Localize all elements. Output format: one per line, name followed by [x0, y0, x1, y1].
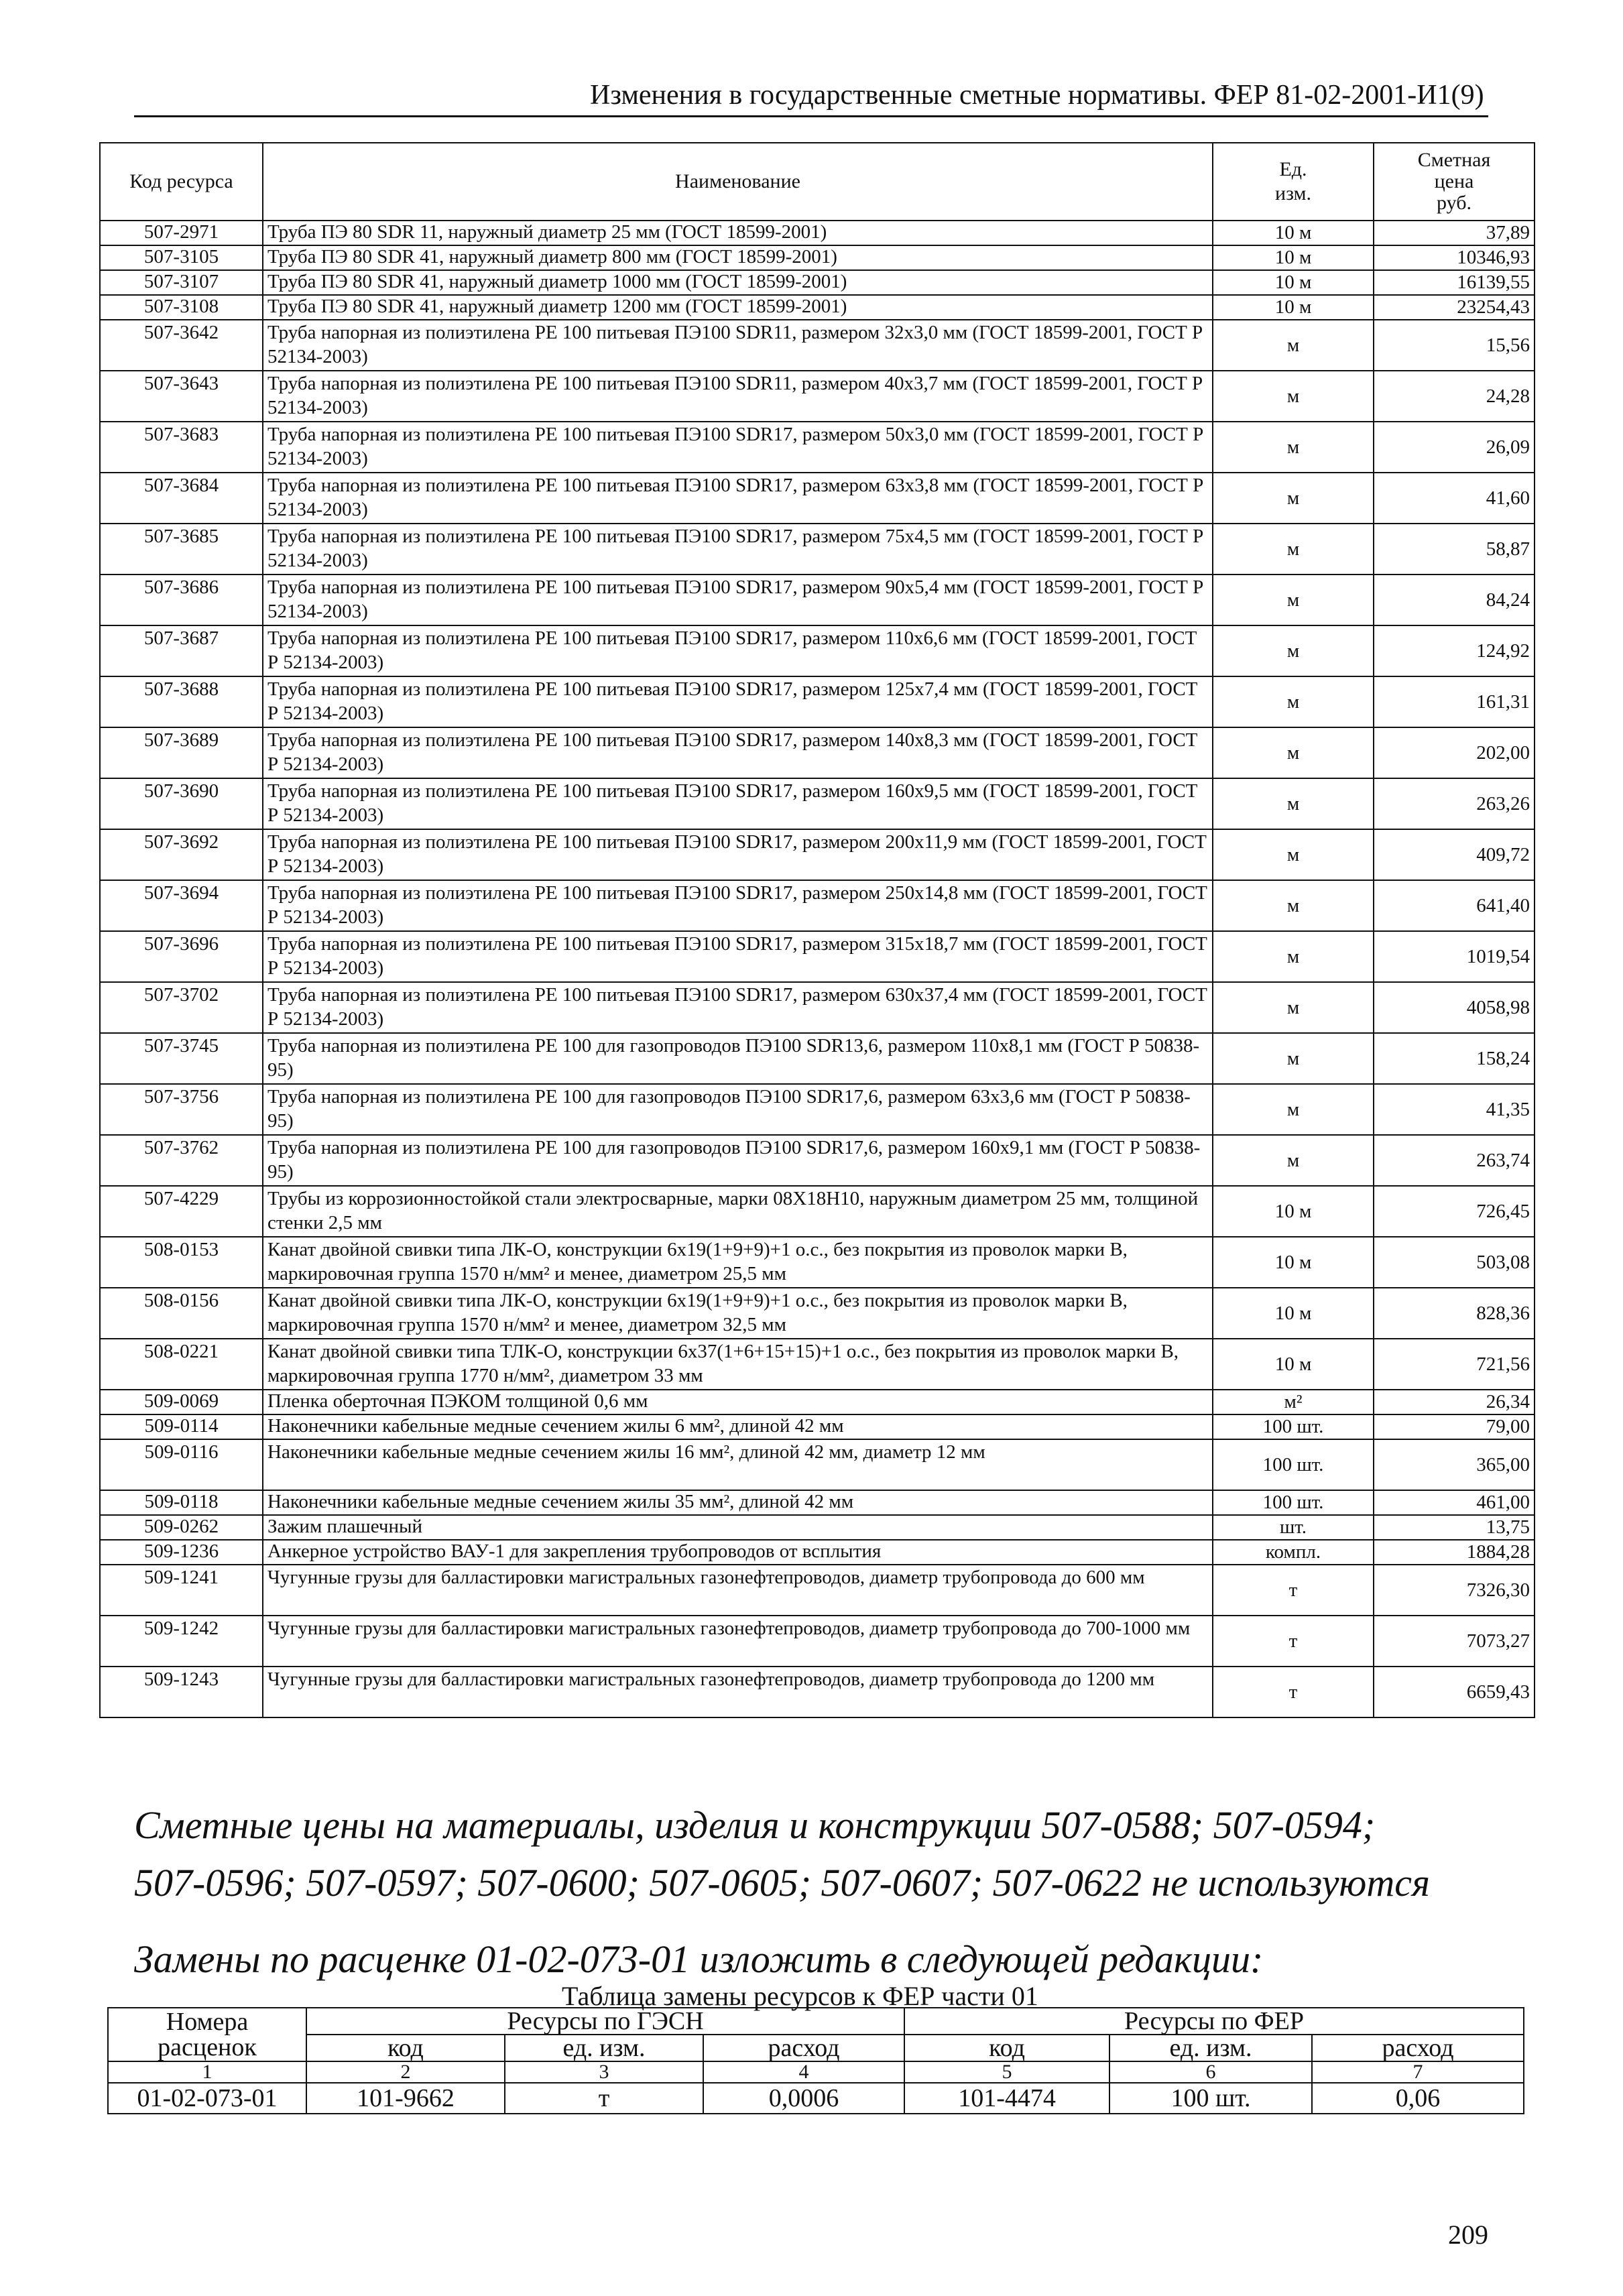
resource-row — [100, 524, 1535, 575]
header-rule — [134, 115, 1488, 117]
resource-unit-cell: 10 м — [1213, 245, 1374, 270]
header-unit — [1213, 143, 1374, 221]
resource-name-cell: Канат двойной свивки типа ЛК-О, конструкции 6х19(1+9+9)+1 о.с., без покрытия из проволок марки В, маркировочная группа 1570 н/мм² и менее, диаметром 32,5 мм — [263, 1288, 1213, 1339]
resource-code-cell: 509-0116 — [100, 1439, 263, 1490]
resource-price-cell: 641,40 — [1374, 880, 1535, 931]
resource-unit-cell: 10 м — [1213, 1339, 1374, 1390]
page-header-title: Изменения в государственные сметные нормативы. ФЕР 81-02-2001-И1(9) — [590, 80, 1484, 111]
fer-unit-cell: 100 шт. — [1109, 2083, 1312, 2114]
resource-unit-cell: 10 м — [1213, 270, 1374, 295]
column-number-row — [108, 2061, 1524, 2083]
header-gesn-consumption: расход — [703, 2035, 904, 2061]
resource-name-cell: Труба напорная из полиэтилена PE 100 питьевая ПЭ100 SDR11, размером 40х3,7 мм (ГОСТ 18599-2001, ГОСТ Р 52134-2003) — [263, 371, 1213, 422]
resource-code-cell: 507-3688 — [100, 676, 263, 727]
resource-code-cell: 507-3694 — [100, 880, 263, 931]
resource-row — [100, 1490, 1535, 1515]
resource-price-cell: 41,60 — [1374, 473, 1535, 524]
gesn-consumption-cell: 0,0006 — [703, 2083, 904, 2114]
resource-row — [100, 1616, 1535, 1667]
resource-row — [100, 1288, 1535, 1339]
header-gesn-resources: Ресурсы по ГЭСН — [306, 2008, 904, 2035]
resource-price-cell: 202,00 — [1374, 727, 1535, 778]
resource-code-cell: 507-3683 — [100, 422, 263, 473]
rate-number-cell: 01-02-073-01 — [108, 2083, 306, 2114]
resource-row — [100, 1186, 1535, 1237]
resource-row — [100, 1084, 1535, 1135]
resources-table — [99, 142, 1535, 1718]
header-rate-numbers-line1: Номера — [166, 2008, 249, 2036]
resource-unit-cell: 100 шт. — [1213, 1490, 1374, 1515]
resource-name-cell: Труба напорная из полиэтилена PE 100 питьевая ПЭ100 SDR17, размером 160х9,5 мм (ГОСТ 18599-2001, ГОСТ Р 52134-2003) — [263, 778, 1213, 829]
resource-name-cell: Труба напорная из полиэтилена PE 100 питьевая ПЭ100 SDR17, размером 200х11,9 мм (ГОСТ 18599-2001, ГОСТ Р 52134-2003) — [263, 829, 1213, 880]
gesn-code-cell: 101-9662 — [306, 2083, 505, 2114]
resource-unit-cell: м — [1213, 676, 1374, 727]
resource-row — [100, 221, 1535, 245]
resource-price-cell: 41,35 — [1374, 1084, 1535, 1135]
header-price-line3: руб. — [1437, 192, 1471, 214]
resource-unit-cell: 10 м — [1213, 295, 1374, 320]
resource-name-cell: Наконечники кабельные медные сечением жилы 16 мм², длиной 42 мм, диаметр 12 мм — [263, 1439, 1213, 1490]
resource-name-cell: Труба напорная из полиэтилена PE 100 питьевая ПЭ100 SDR17, размером 315х18,7 мм (ГОСТ 18599-2001, ГОСТ Р 52134-2003) — [263, 931, 1213, 982]
resource-code-cell: 507-3107 — [100, 270, 263, 295]
resource-unit-cell: т — [1213, 1667, 1374, 1717]
resource-unit-cell: шт. — [1213, 1515, 1374, 1540]
resource-code-cell: 508-0156 — [100, 1288, 263, 1339]
fer-consumption-cell: 0,06 — [1312, 2083, 1524, 2114]
header-unit-line2: изм. — [1275, 182, 1311, 204]
resource-code-cell: 507-3643 — [100, 371, 263, 422]
not-used-note-line2: 507-0596; 507-0597; 507-0600; 507-0605; 507-0607; 507-0622 не используются — [134, 1861, 1430, 1905]
resource-code-cell: 507-3756 — [100, 1084, 263, 1135]
resource-code-cell: 508-0153 — [100, 1237, 263, 1288]
resource-code-cell: 507-3692 — [100, 829, 263, 880]
resource-row — [100, 295, 1535, 320]
resource-name-cell: Труба напорная из полиэтилена PE 100 питьевая ПЭ100 SDR17, размером 110х6,6 мм (ГОСТ 18599-2001, ГОСТ Р 52134-2003) — [263, 625, 1213, 676]
resource-name-cell: Чугунные грузы для балластировки магистральных газонефтепроводов, диаметр трубопровода до 600 мм — [263, 1565, 1213, 1616]
resource-name-cell: Труба напорная из полиэтилена PE 100 питьевая ПЭ100 SDR17, размером 90х5,4 мм (ГОСТ 18599-2001, ГОСТ Р 52134-2003) — [263, 575, 1213, 625]
resource-row — [100, 1135, 1535, 1186]
replacement-table — [107, 2007, 1524, 2114]
resource-unit-cell: 100 шт. — [1213, 1439, 1374, 1490]
resource-row — [100, 625, 1535, 676]
resource-name-cell: Зажим плашечный — [263, 1515, 1213, 1540]
resource-name-cell: Анкерное устройство ВАУ-1 для закрепления трубопроводов от всплытия — [263, 1540, 1213, 1565]
resource-price-cell: 24,28 — [1374, 371, 1535, 422]
column-number: 7 — [1312, 2061, 1524, 2083]
resource-row — [100, 880, 1535, 931]
resource-unit-cell: м — [1213, 524, 1374, 575]
page-number: 209 — [1448, 2220, 1488, 2250]
resource-row — [100, 1237, 1535, 1288]
resource-code-cell: 507-3702 — [100, 982, 263, 1033]
resource-code-cell: 507-3690 — [100, 778, 263, 829]
resources-table-body — [100, 221, 1535, 1717]
resource-unit-cell: м — [1213, 727, 1374, 778]
resource-row — [100, 1033, 1535, 1084]
resource-unit-cell: м — [1213, 829, 1374, 880]
resource-code-cell: 509-0114 — [100, 1414, 263, 1439]
resource-row — [100, 422, 1535, 473]
resource-row — [100, 1540, 1535, 1565]
resource-unit-cell: м — [1213, 625, 1374, 676]
resource-row — [100, 829, 1535, 880]
resource-code-cell: 507-3696 — [100, 931, 263, 982]
resource-name-cell: Труба напорная из полиэтилена PE 100 для газопроводов ПЭ100 SDR17,6, размером 160х9,1 мм (ГОСТ Р 50838-95) — [263, 1135, 1213, 1186]
replacement-heading: Замены по расценке 01-02-073-01 изложить в следующей редакции: — [134, 1937, 1264, 1981]
header-fer-code: код — [904, 2035, 1109, 2061]
resource-row — [100, 1515, 1535, 1540]
resource-code-cell: 509-1236 — [100, 1540, 263, 1565]
resource-code-cell: 507-3762 — [100, 1135, 263, 1186]
not-used-note — [134, 1797, 1488, 1912]
resource-row — [100, 676, 1535, 727]
resource-code-cell: 507-3684 — [100, 473, 263, 524]
resource-row — [100, 1414, 1535, 1439]
resource-price-cell: 721,56 — [1374, 1339, 1535, 1390]
resource-unit-cell: м — [1213, 982, 1374, 1033]
resource-code-cell: 507-3108 — [100, 295, 263, 320]
resource-name-cell: Труба ПЭ 80 SDR 11, наружный диаметр 25 мм (ГОСТ 18599-2001) — [263, 221, 1213, 245]
resource-price-cell: 1019,54 — [1374, 931, 1535, 982]
resource-row — [100, 778, 1535, 829]
resource-code-cell: 509-0262 — [100, 1515, 263, 1540]
header-price-line2: цена — [1434, 170, 1474, 192]
resource-code-cell: 507-3685 — [100, 524, 263, 575]
resource-price-cell: 503,08 — [1374, 1237, 1535, 1288]
resource-row — [100, 473, 1535, 524]
resource-unit-cell: т — [1213, 1565, 1374, 1616]
resource-name-cell: Труба напорная из полиэтилена PE 100 для газопроводов ПЭ100 SDR13,6, размером 110х8,1 мм (ГОСТ Р 50838-95) — [263, 1033, 1213, 1084]
resource-price-cell: 16139,55 — [1374, 270, 1535, 295]
resource-name-cell: Труба напорная из полиэтилена PE 100 для газопроводов ПЭ100 SDR17,6, размером 63х3,6 мм (ГОСТ Р 50838-95) — [263, 1084, 1213, 1135]
resource-unit-cell: м — [1213, 880, 1374, 931]
header-gesn-unit: ед. изм. — [505, 2035, 703, 2061]
header-fer-resources: Ресурсы по ФЕР — [904, 2008, 1524, 2035]
resource-code-cell: 507-2971 — [100, 221, 263, 245]
resource-name-cell: Труба напорная из полиэтилена PE 100 питьевая ПЭ100 SDR17, размером 75х4,5 мм (ГОСТ 18599-2001, ГОСТ Р 52134-2003) — [263, 524, 1213, 575]
resource-unit-cell: м — [1213, 575, 1374, 625]
resource-name-cell: Труба напорная из полиэтилена PE 100 питьевая ПЭ100 SDR17, размером 125х7,4 мм (ГОСТ 18599-2001, ГОСТ Р 52134-2003) — [263, 676, 1213, 727]
resource-price-cell: 58,87 — [1374, 524, 1535, 575]
resource-price-cell: 4058,98 — [1374, 982, 1535, 1033]
header-fer-consumption: расход — [1312, 2035, 1524, 2061]
resource-price-cell: 10346,93 — [1374, 245, 1535, 270]
resource-unit-cell: 10 м — [1213, 1288, 1374, 1339]
resource-name-cell: Трубы из коррозионностойкой стали электросварные, марки 08Х18Н10, наружным диаметром 25 мм, толщиной стенки 2,5 мм — [263, 1186, 1213, 1237]
resource-unit-cell: компл. — [1213, 1540, 1374, 1565]
header-code: Код ресурса — [100, 143, 263, 221]
resource-unit-cell: м — [1213, 371, 1374, 422]
resource-row — [100, 371, 1535, 422]
resource-price-cell: 37,89 — [1374, 221, 1535, 245]
resource-price-cell: 26,09 — [1374, 422, 1535, 473]
resource-unit-cell: м — [1213, 1084, 1374, 1135]
resource-unit-cell: т — [1213, 1616, 1374, 1667]
resource-price-cell: 365,00 — [1374, 1439, 1535, 1490]
column-number: 6 — [1109, 2061, 1312, 2083]
resource-price-cell: 263,74 — [1374, 1135, 1535, 1186]
resource-name-cell: Труба ПЭ 80 SDR 41, наружный диаметр 800 мм (ГОСТ 18599-2001) — [263, 245, 1213, 270]
resource-code-cell: 509-1243 — [100, 1667, 263, 1717]
resource-price-cell: 13,75 — [1374, 1515, 1535, 1540]
resource-unit-cell: 100 шт. — [1213, 1414, 1374, 1439]
resource-row — [100, 727, 1535, 778]
header-name: Наименование — [263, 143, 1213, 221]
resource-name-cell: Труба ПЭ 80 SDR 41, наружный диаметр 1200 мм (ГОСТ 18599-2001) — [263, 295, 1213, 320]
resource-row — [100, 1565, 1535, 1616]
resource-price-cell: 461,00 — [1374, 1490, 1535, 1515]
resource-unit-cell: м — [1213, 778, 1374, 829]
resource-code-cell: 509-1242 — [100, 1616, 263, 1667]
resource-row — [100, 575, 1535, 625]
resource-price-cell: 6659,43 — [1374, 1667, 1535, 1717]
resource-price-cell: 79,00 — [1374, 1414, 1535, 1439]
resource-price-cell: 263,26 — [1374, 778, 1535, 829]
resource-name-cell: Канат двойной свивки типа ТЛК-О, конструкции 6х37(1+6+15+15)+1 о.с., без покрытия из проволок марки В, маркировочная группа 1770 н/мм², диаметром 33 мм — [263, 1339, 1213, 1390]
resource-code-cell: 507-3745 — [100, 1033, 263, 1084]
header-gesn-code: код — [306, 2035, 505, 2061]
resource-name-cell: Труба напорная из полиэтилена PE 100 питьевая ПЭ100 SDR17, размером 63х3,8 мм (ГОСТ 18599-2001, ГОСТ Р 52134-2003) — [263, 473, 1213, 524]
resource-price-cell: 828,36 — [1374, 1288, 1535, 1339]
not-used-note-line1: Сметные цены на материалы, изделия и конструкции 507-0588; 507-0594; — [134, 1803, 1376, 1847]
resource-name-cell: Наконечники кабельные медные сечением жилы 6 мм², длиной 42 мм — [263, 1414, 1213, 1439]
resource-name-cell: Труба напорная из полиэтилена PE 100 питьевая ПЭ100 SDR17, размером 140х8,3 мм (ГОСТ 18599-2001, ГОСТ Р 52134-2003) — [263, 727, 1213, 778]
resource-unit-cell: м — [1213, 473, 1374, 524]
resource-row — [100, 931, 1535, 982]
resource-price-cell: 409,72 — [1374, 829, 1535, 880]
resource-row — [100, 270, 1535, 295]
resource-unit-cell: 10 м — [1213, 1237, 1374, 1288]
gesn-unit-cell: т — [505, 2083, 703, 2114]
replacement-row — [108, 2083, 1524, 2114]
resource-name-cell: Труба напорная из полиэтилена PE 100 питьевая ПЭ100 SDR11, размером 32х3,0 мм (ГОСТ 18599-2001, ГОСТ Р 52134-2003) — [263, 320, 1213, 371]
resource-name-cell: Пленка оберточная ПЭКОМ толщиной 0,6 мм — [263, 1390, 1213, 1414]
resource-name-cell: Труба ПЭ 80 SDR 41, наружный диаметр 1000 мм (ГОСТ 18599-2001) — [263, 270, 1213, 295]
resource-row — [100, 1667, 1535, 1717]
header-unit-line1: Ед. — [1279, 158, 1307, 180]
resource-price-cell: 158,24 — [1374, 1033, 1535, 1084]
resource-price-cell: 161,31 — [1374, 676, 1535, 727]
resource-price-cell: 15,56 — [1374, 320, 1535, 371]
resource-unit-cell: м — [1213, 1033, 1374, 1084]
header-price — [1374, 143, 1535, 221]
resource-code-cell: 507-3687 — [100, 625, 263, 676]
header-price-line1: Сметная — [1417, 149, 1491, 171]
resource-unit-cell: м — [1213, 422, 1374, 473]
header-fer-unit: ед. изм. — [1109, 2035, 1312, 2061]
resource-unit-cell: 10 м — [1213, 221, 1374, 245]
resource-name-cell: Труба напорная из полиэтилена PE 100 питьевая ПЭ100 SDR17, размером 250х14,8 мм (ГОСТ 18599-2001, ГОСТ Р 52134-2003) — [263, 880, 1213, 931]
resource-unit-cell: м — [1213, 1135, 1374, 1186]
resource-code-cell: 509-1241 — [100, 1565, 263, 1616]
resource-price-cell: 124,92 — [1374, 625, 1535, 676]
fer-code-cell: 101-4474 — [904, 2083, 1109, 2114]
resource-price-cell: 1884,28 — [1374, 1540, 1535, 1565]
column-number: 2 — [306, 2061, 505, 2083]
resource-row — [100, 982, 1535, 1033]
resource-name-cell: Наконечники кабельные медные сечением жилы 35 мм², длиной 42 мм — [263, 1490, 1213, 1515]
resource-unit-cell: м² — [1213, 1390, 1374, 1414]
resource-unit-cell: м — [1213, 931, 1374, 982]
resource-unit-cell: м — [1213, 320, 1374, 371]
resource-price-cell: 726,45 — [1374, 1186, 1535, 1237]
column-number: 5 — [904, 2061, 1109, 2083]
resource-price-cell: 84,24 — [1374, 575, 1535, 625]
resource-code-cell: 507-4229 — [100, 1186, 263, 1237]
replacement-table-caption: Таблица замены ресурсов к ФЕР части 01 — [562, 1981, 1038, 2011]
resource-price-cell: 7073,27 — [1374, 1616, 1535, 1667]
column-number: 1 — [108, 2061, 306, 2083]
resource-name-cell: Канат двойной свивки типа ЛК-О, конструкции 6х19(1+9+9)+1 о.с., без покрытия из проволок марки В, маркировочная группа 1570 н/мм² и менее, диаметром 25,5 мм — [263, 1237, 1213, 1288]
resource-price-cell: 7326,30 — [1374, 1565, 1535, 1616]
resource-code-cell: 509-0118 — [100, 1490, 263, 1515]
resource-unit-cell: 10 м — [1213, 1186, 1374, 1237]
resource-row — [100, 320, 1535, 371]
resource-code-cell: 507-3686 — [100, 575, 263, 625]
header-rate-numbers-line2: расценок — [158, 2033, 257, 2061]
header-rate-numbers — [108, 2008, 306, 2061]
resource-name-cell: Чугунные грузы для балластировки магистральных газонефтепроводов, диаметр трубопровода до 700-1000 мм — [263, 1616, 1213, 1667]
resource-code-cell: 508-0221 — [100, 1339, 263, 1390]
resource-price-cell: 26,34 — [1374, 1390, 1535, 1414]
resource-name-cell: Труба напорная из полиэтилена PE 100 питьевая ПЭ100 SDR17, размером 50х3,0 мм (ГОСТ 18599-2001, ГОСТ Р 52134-2003) — [263, 422, 1213, 473]
resource-price-cell: 23254,43 — [1374, 295, 1535, 320]
resource-row — [100, 1390, 1535, 1414]
column-number: 3 — [505, 2061, 703, 2083]
resource-name-cell: Труба напорная из полиэтилена PE 100 питьевая ПЭ100 SDR17, размером 630х37,4 мм (ГОСТ 18599-2001, ГОСТ Р 52134-2003) — [263, 982, 1213, 1033]
resource-code-cell: 509-0069 — [100, 1390, 263, 1414]
resource-row — [100, 1339, 1535, 1390]
resource-code-cell: 507-3689 — [100, 727, 263, 778]
resource-code-cell: 507-3105 — [100, 245, 263, 270]
resource-name-cell: Чугунные грузы для балластировки магистральных газонефтепроводов, диаметр трубопровода до 1200 мм — [263, 1667, 1213, 1717]
column-number: 4 — [703, 2061, 904, 2083]
resource-row — [100, 245, 1535, 270]
resource-code-cell: 507-3642 — [100, 320, 263, 371]
resource-row — [100, 1439, 1535, 1490]
